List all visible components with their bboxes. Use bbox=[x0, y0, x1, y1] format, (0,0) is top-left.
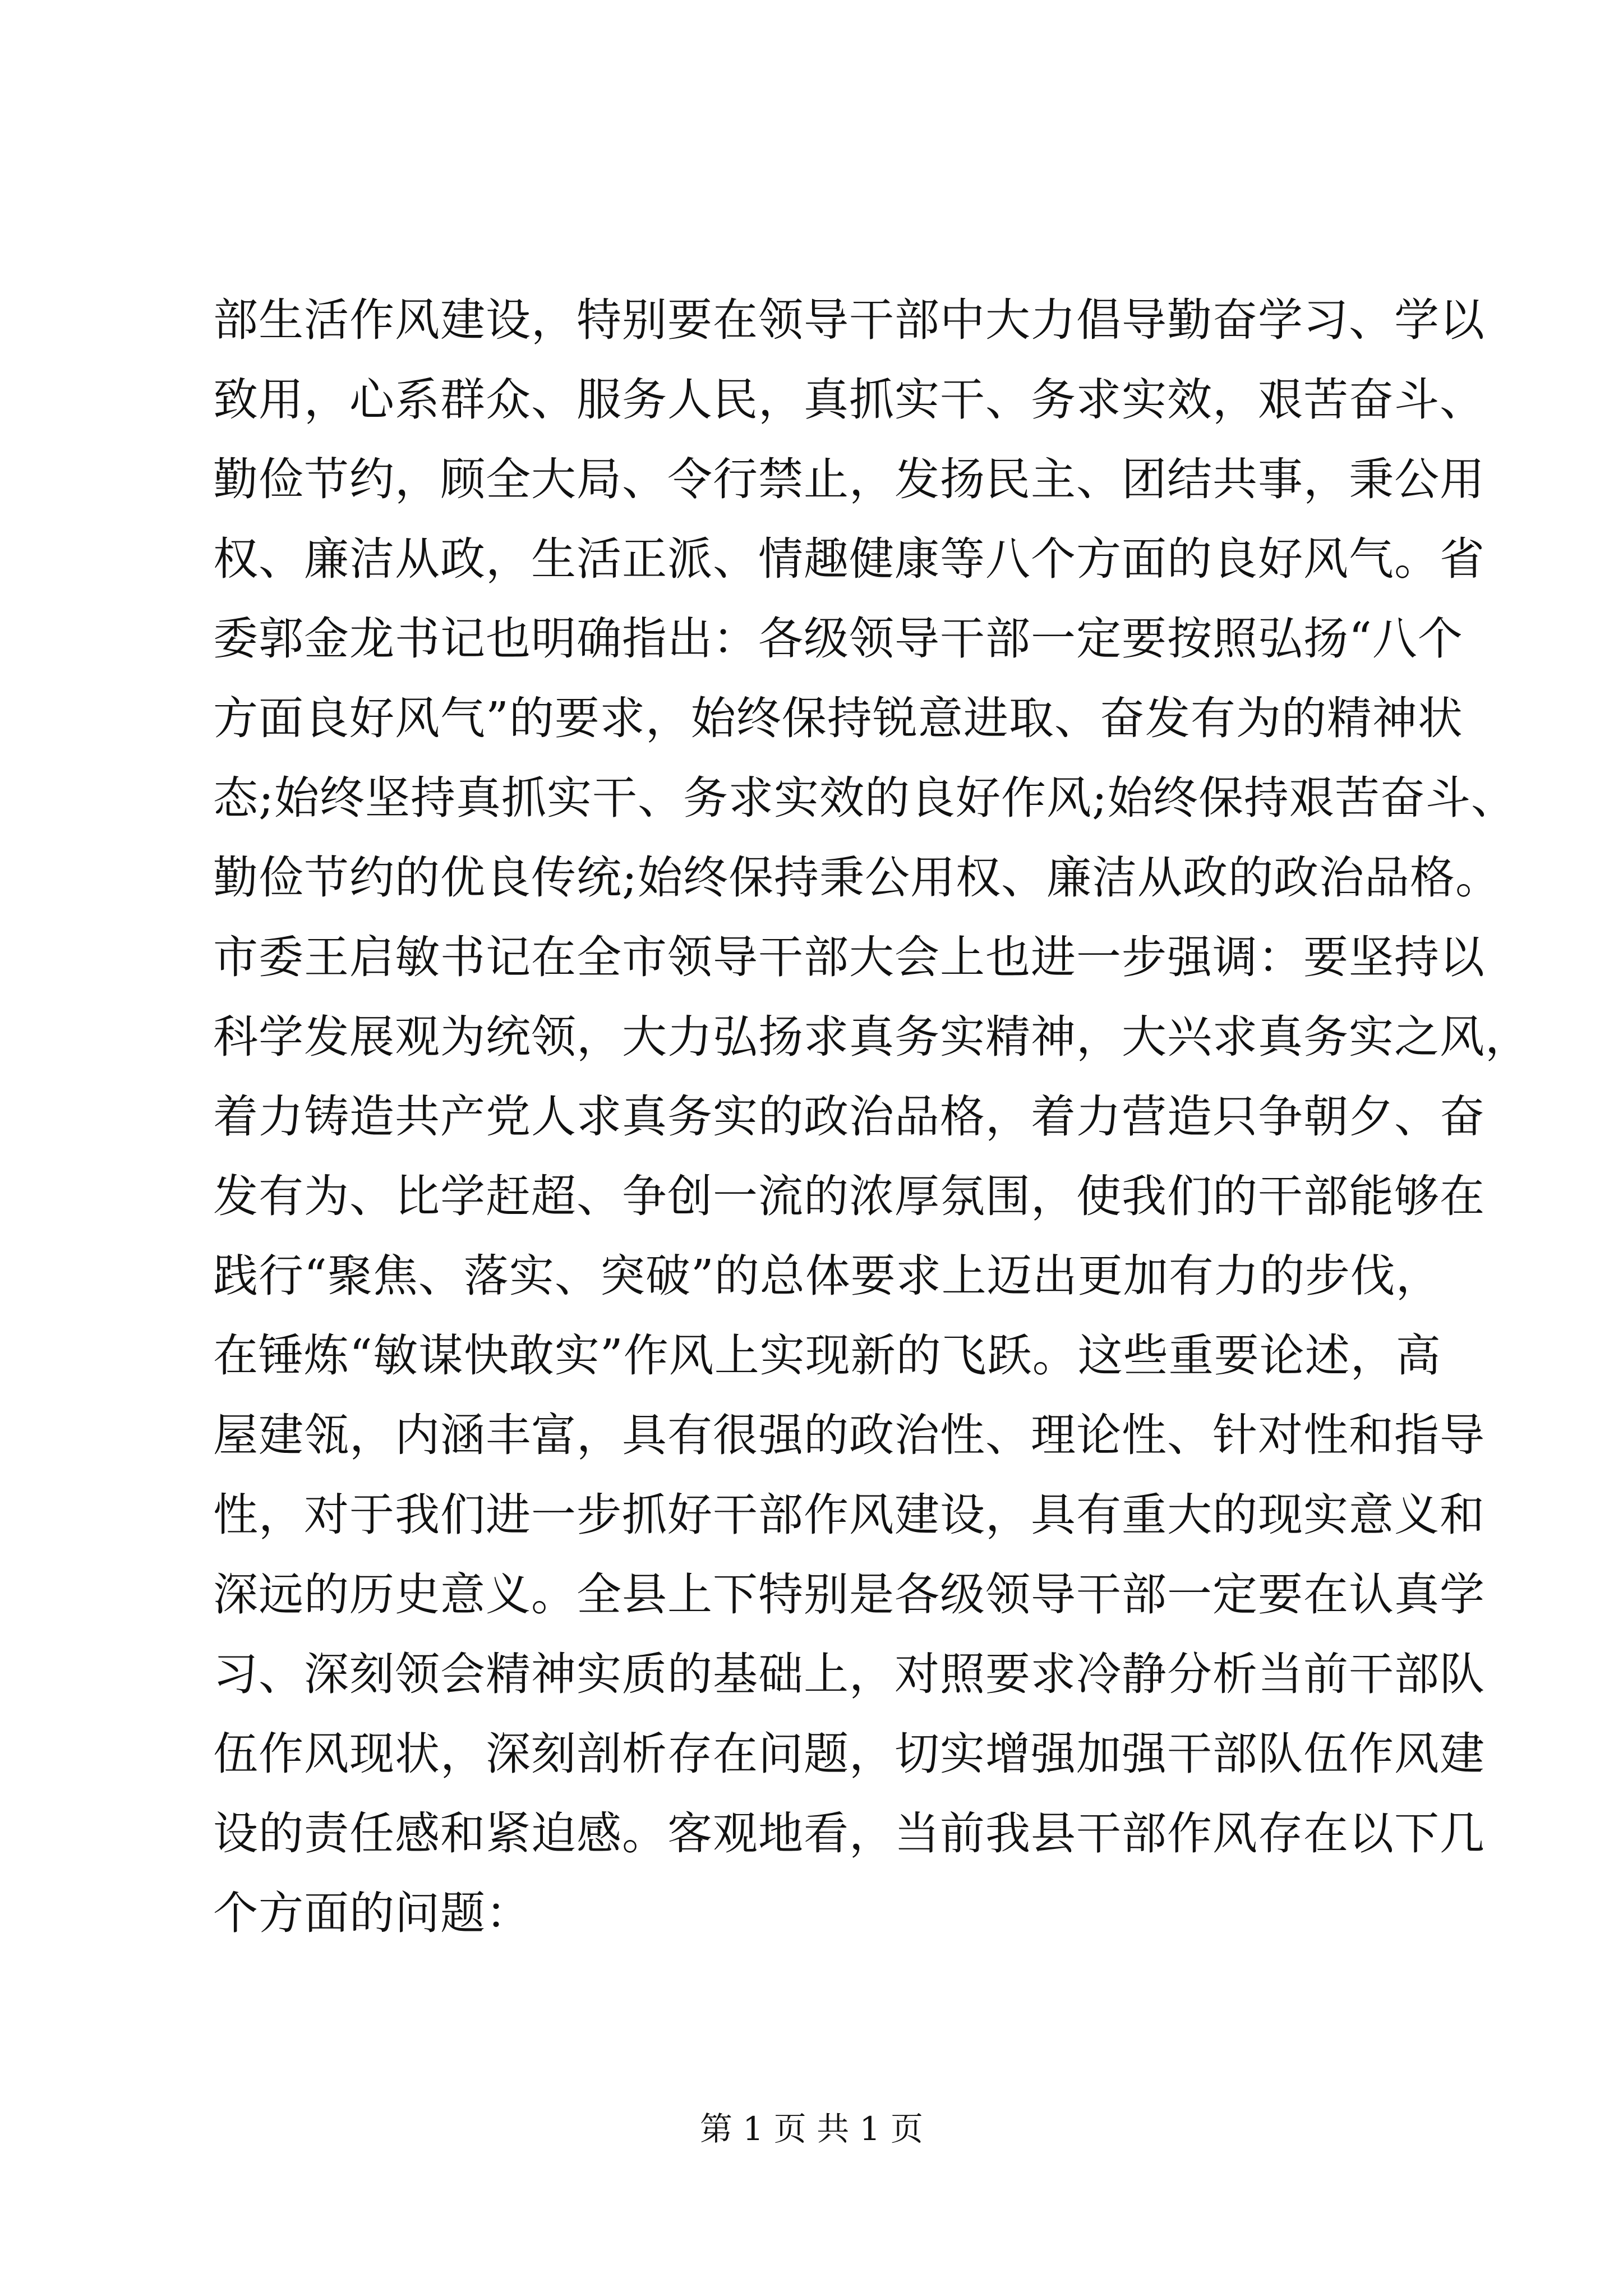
text-line: 态;始终坚持真抓实干、务求实效的良好作风;始终保持艰苦奋斗、 bbox=[213, 772, 1516, 824]
text-line: 设的责任感和紧迫感。客观地看，当前我县干部作风存在以下几 bbox=[213, 1807, 1485, 1860]
text-line: 习、深刻领会精神实质的基础上，对照要求冷静分析当前干部队 bbox=[213, 1648, 1485, 1700]
text-line: 个方面的问题： bbox=[213, 1887, 531, 1939]
text-line: 方面良好风气”的要求，始终保持锐意进取、奋发有为的精神状 bbox=[213, 692, 1463, 744]
text-line: 市委王启敏书记在全市领导干部大会上也进一步强调：要坚持以 bbox=[213, 931, 1485, 983]
text-line: 发有为、比学赶超、争创一流的浓厚氛围，使我们的干部能够在 bbox=[213, 1170, 1485, 1222]
text-line: 勤俭节约的优良传统;始终保持秉公用权、廉洁从政的政治品格。 bbox=[213, 852, 1501, 904]
text-line: 委郭金龙书记也明确指出：各级领导干部一定要按照弘扬“八个 bbox=[213, 613, 1463, 665]
text-line: 践行“聚焦、落实、突破”的总体要求上迈出更加有力的步伐， bbox=[213, 1250, 1441, 1302]
text-line: 部生活作风建设，特别要在领导干部中大力倡导勤奋学习、学以 bbox=[213, 294, 1485, 346]
document-body bbox=[213, 280, 1530, 1953]
text-line: 屋建瓴，内涵丰富，具有很强的政治性、理论性、针对性和指导 bbox=[213, 1409, 1485, 1461]
text-line: 权、廉洁从政，生活正派、情趣健康等八个方面的良好风气。省 bbox=[213, 533, 1485, 585]
text-line: 致用，心系群众、服务人民，真抓实干、务求实效，艰苦奋斗、 bbox=[213, 374, 1485, 426]
page-number-footer: 第 1 页 共 1 页 bbox=[700, 2110, 923, 2148]
text-line: 在锤炼“敏谋快敢实”作风上实现新的飞跃。这些重要论述，高 bbox=[213, 1329, 1441, 1382]
text-line: 深远的历史意义。全县上下特别是各级领导干部一定要在认真学 bbox=[213, 1568, 1485, 1621]
text-line: 着力铸造共产党人求真务实的政治品格，着力营造只争朝夕、奋 bbox=[213, 1091, 1485, 1143]
text-line: 勤俭节约，顾全大局、令行禁止，发扬民主、团结共事，秉公用 bbox=[213, 453, 1485, 505]
text-line: 伍作风现状，深刻剖析存在问题，切实增强加强干部队伍作风建 bbox=[213, 1728, 1485, 1780]
text-line: 科学发展观为统领，大力弘扬求真务实精神，大兴求真务实之风， bbox=[213, 1011, 1530, 1063]
text-line: 性，对于我们进一步抓好干部作风建设，具有重大的现实意义和 bbox=[213, 1489, 1485, 1541]
